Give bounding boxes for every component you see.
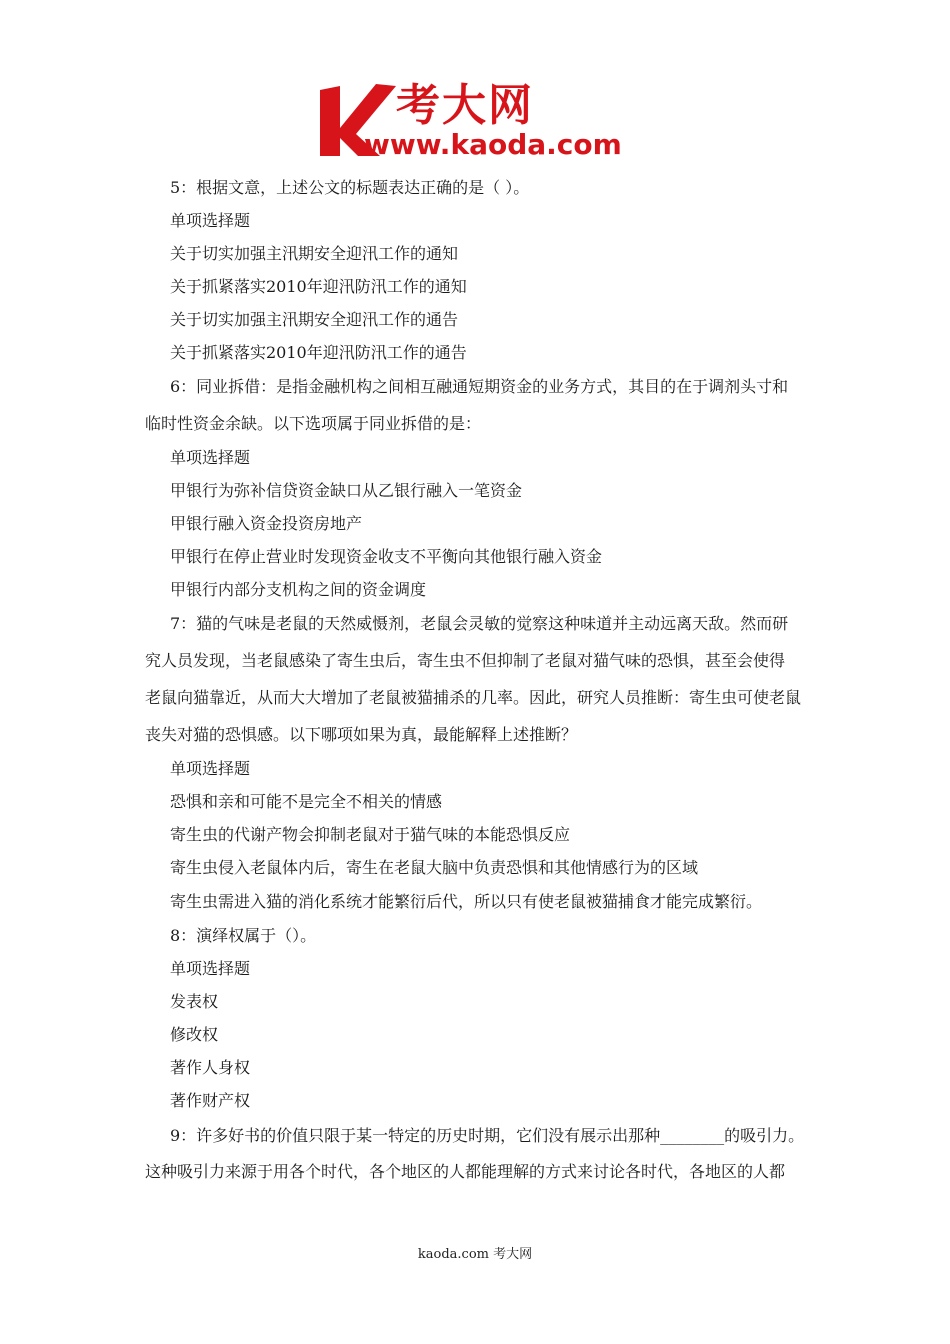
question-type-label: 单项选择题 (170, 759, 251, 778)
answer-option: 著作人身权 (170, 1058, 251, 1077)
answer-option: 关于切实加强主汛期安全迎汛工作的通告 (170, 310, 459, 329)
question-prompt: 8：演绎权属于（）。 (170, 926, 317, 945)
answer-option: 甲银行融入资金投资房地产 (170, 514, 363, 533)
question-prompt-continued: 临时性资金余缺。以下选项属于同业拆借的是： (145, 414, 482, 433)
question-type-label: 单项选择题 (170, 211, 251, 230)
question-prompt-continued: 究人员发现，当老鼠感染了寄生虫后，寄生虫不但抑制了老鼠对猫气味的恐惧，甚至会使得 (145, 651, 786, 670)
answer-option: 甲银行在停止营业时发现资金收支不平衡向其他银行融入资金 (170, 547, 603, 566)
kaoda-logo (318, 80, 638, 162)
answer-option: 发表权 (170, 992, 219, 1011)
answer-option: 寄生虫的代谢产物会抑制老鼠对于猫气味的本能恐惧反应 (170, 825, 571, 844)
answer-option: 关于抓紧落实2010年迎汛防汛工作的通知 (170, 277, 467, 296)
question-prompt-continued: 老鼠向猫靠近，从而大大增加了老鼠被猫捕杀的几率。因此，研究人员推断：寄生虫可使老鼠 (145, 688, 802, 707)
answer-option: 寄生虫侵入老鼠体内后，寄生在老鼠大脑中负责恐惧和其他情感行为的区域 (170, 858, 699, 877)
answer-option: 著作财产权 (170, 1091, 251, 1110)
answer-option: 修改权 (170, 1025, 219, 1044)
answer-option: 甲银行内部分支机构之间的资金调度 (170, 580, 427, 599)
question-prompt: 6：同业拆借：是指金融机构之间相互融通短期资金的业务方式，其目的在于调剂头寸和 (170, 377, 789, 396)
answer-option: 关于切实加强主汛期安全迎汛工作的通知 (170, 244, 459, 263)
question-prompt: 7：猫的气味是老鼠的天然威慑剂，老鼠会灵敏的觉察这种味道并主动远离天敌。然而研 (170, 614, 789, 633)
question-prompt: 5：根据文意，上述公文的标题表达正确的是（ ）。 (170, 178, 530, 197)
question-type-label: 单项选择题 (170, 959, 251, 978)
answer-option: 关于抓紧落实2010年迎汛防汛工作的通告 (170, 343, 467, 362)
answer-option: 甲银行为弥补信贷资金缺口从乙银行融入一笔资金 (170, 481, 523, 500)
question-type-label: 单项选择题 (170, 448, 251, 467)
logo-url-text: www.kaoda.com (364, 128, 622, 161)
logo-chinese-text: 考大网 (396, 80, 534, 131)
question-prompt-continued: 丧失对猫的恐惧感。以下哪项如果为真，最能解释上述推断？ (145, 725, 578, 744)
page-footer: kaoda.com 考大网 (417, 1247, 533, 1262)
answer-option: 寄生虫需进入猫的消化系统才能繁衍后代，所以只有使老鼠被猫捕食才能完成繁衍。 (170, 892, 763, 911)
answer-option: 恐惧和亲和可能不是完全不相关的情感 (170, 792, 443, 811)
question-prompt-continued: 这种吸引力来源于用各个时代，各个地区的人都能理解的方式来讨论各时代，各地区的人都 (145, 1162, 786, 1181)
question-prompt: 9：许多好书的价值只限于某一特定的历史时期，它们没有展示出那种________的吸引力。 (170, 1126, 805, 1145)
